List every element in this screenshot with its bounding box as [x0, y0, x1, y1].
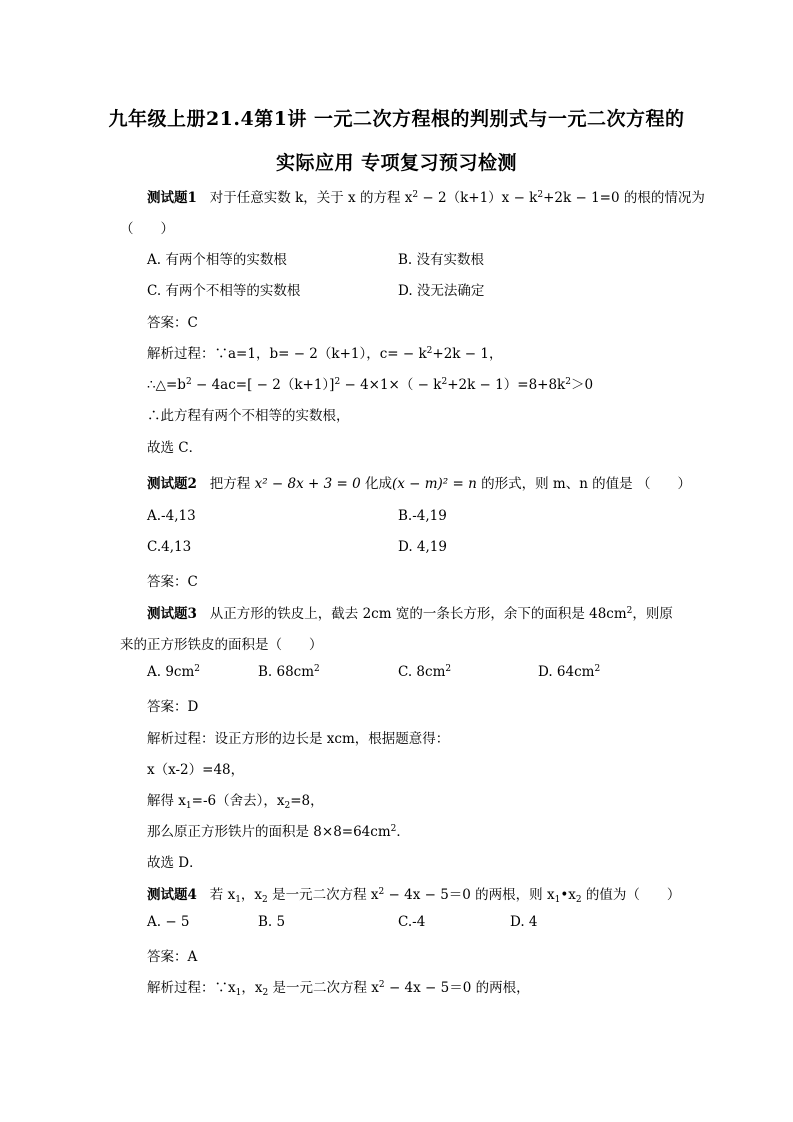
q1-label: 测试题1	[147, 190, 197, 206]
q3-option-c: C. $8cm^2$	[398, 664, 452, 680]
q1-stem: 测试题1 对于任意实数 k，关于 x 的方程 $x^2 - 2(k+1)x - k^2+2k - 1=0$ 的根的情况为	[147, 190, 705, 206]
q2-option-b: B.-4,19	[398, 508, 447, 524]
q1-solution-line-2: $\therefore\triangle=b^2 - 4ac=[ - 2(k+1)]^2 - 4\times 1\times( - k^2+2k - 1)=8+8k^2>0$	[147, 377, 594, 393]
q3-solution-line-4: 那么原正方形铁片的面积是 $8\times 8=64cm^2$．	[147, 824, 410, 840]
q4-solution-line-1: 解析过程：$\because x_1$，$x_2$ 是一元二次方程 $x^2 - 4x - 5=0$ 的两根，	[147, 980, 530, 998]
q1-option-c: C. 有两个不相等的实数根	[147, 283, 301, 299]
q1-option-d: D. 没无法确定	[398, 283, 485, 299]
q2-equation-target-form: (x − m)² = n	[391, 476, 477, 492]
q4-label: 测试题4	[147, 887, 197, 903]
q2-stem: 测试题2 把方程 x² − 8x + 3 = 0 化成(x − m)² = n 的形式，则 m、n 的值是 （ ）	[147, 476, 691, 492]
q1-solution-line-1: 解析过程：∵a=1，b= − 2（k+1），$c= - k^2+2k - 1$，	[147, 346, 503, 362]
q3-solution-line-5: 故选 D．	[147, 855, 203, 871]
q3-label: 测试题3	[147, 606, 197, 622]
q1-option-b: B. 没有实数根	[398, 252, 485, 268]
q4-option-b: B. 5	[258, 914, 286, 930]
q3-option-a: A. $9cm^2$	[147, 664, 201, 680]
q2-equation-original: x² − 8x + 3 = 0	[254, 476, 361, 492]
q3-solution-line-3: 解得 $x_1=-6$（舍去），$x_2=8$，	[147, 793, 324, 811]
q2-option-d: D. 4,19	[398, 539, 447, 555]
q3-solution-line-1: 解析过程：设正方形的边长是 xcm，根据题意得：	[147, 731, 450, 747]
q2-answer: 答案：C	[147, 574, 198, 590]
document-title-line-2: 实际应用 专项复习预习检测	[275, 152, 518, 174]
q3-answer: 答案：D	[147, 699, 199, 715]
q1-solution-line-4: 故选 C．	[147, 440, 203, 456]
q4-option-c: C.-4	[398, 914, 426, 930]
q4-answer: 答案：A	[147, 949, 198, 965]
q3-solution-line-2: x（x-2）=48，	[147, 762, 245, 778]
q3-stem-continuation: 来的正方形铁皮的面积是（ ）	[120, 637, 323, 653]
q3-option-d: D. $64cm^2$	[538, 664, 601, 680]
q3-stem: 测试题3 从正方形的铁皮上，截去 2cm 宽的一条长方形，余下的面积是 $48cm^2$，则原	[147, 606, 673, 622]
q1-option-a: A. 有两个相等的实数根	[147, 252, 287, 268]
q2-option-c: C.4,13	[147, 539, 192, 555]
q1-answer: 答案：C	[147, 315, 198, 331]
q2-option-a: A.-4,13	[147, 508, 196, 524]
q4-option-d: D. 4	[510, 914, 538, 930]
q4-option-a: A. − 5	[147, 914, 190, 930]
q1-stem-continuation: （ ）	[120, 221, 174, 237]
q4-stem: 测试题4 若 $x_1$，$x_2$ 是一元二次方程 $x^2 - 4x - 5=0$ 的两根，则 $x_1•x_2$ 的值为（ ）	[147, 887, 681, 905]
document-title-line-1: 九年级上册21.4第1讲 一元二次方程根的判别式与一元二次方程的	[108, 108, 685, 130]
q3-option-b: B. $68cm^2$	[258, 664, 320, 680]
q1-solution-line-3: ∴此方程有两个不相等的实数根，	[147, 408, 350, 424]
q2-label: 测试题2	[147, 476, 197, 492]
